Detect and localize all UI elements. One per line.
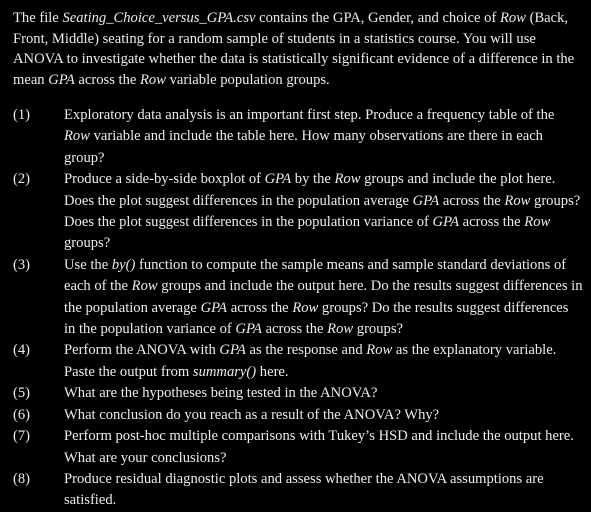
- text-run: contains the GPA, Gender, and choice of: [255, 10, 500, 26]
- question-text: [64, 385, 377, 401]
- italic-term: Row: [499, 10, 526, 26]
- question-number: (2): [13, 171, 31, 188]
- italic-term: Row: [64, 128, 90, 145]
- text-run: groups and include the output here. Do the results suggest differences in the population average: [64, 278, 583, 316]
- text-run: across the: [261, 321, 328, 338]
- question-number: (4): [13, 342, 31, 359]
- italic-term: Row: [131, 278, 158, 295]
- text-run: here.: [256, 363, 289, 380]
- text-run: function to compute the sample means and sample standard deviations of each of the: [64, 256, 567, 295]
- question-5: [13, 383, 583, 404]
- question-number: (1): [13, 107, 31, 123]
- text-run: What conclusion do you reach as a result of the ANOVA? Why?: [64, 406, 440, 423]
- italic-term: Seating_Choice_versus_GPA.csv: [62, 10, 256, 26]
- text-run: across the: [74, 71, 141, 88]
- text-run: (Back, Front, Middle) seating for a random sample of students in a statistics course. You will use ANOVA to investigate whether the data is statistically significant evidence of a difference in the mean: [13, 10, 575, 88]
- italic-term: Row: [334, 171, 361, 188]
- question-text: [64, 107, 554, 166]
- italic-term: Row: [504, 192, 531, 209]
- question-4: [13, 340, 583, 383]
- text-run: The file: [13, 10, 63, 26]
- italic-term: GPA: [200, 299, 228, 316]
- text-run: groups? Does the plot suggest differences in the population variance of: [64, 192, 581, 231]
- text-run: variable and include the table here. How many observations are there in each group?: [64, 128, 543, 166]
- question-text: [64, 171, 580, 251]
- question-text: [64, 407, 439, 423]
- question-text: [64, 342, 556, 379]
- italic-term: GPA: [235, 321, 262, 338]
- question-8: [13, 469, 583, 512]
- text-run: by the: [291, 171, 335, 188]
- question-number: (8): [13, 470, 31, 487]
- text-run: What are the hypotheses being tested in the ANOVA?: [64, 385, 378, 402]
- question-7: [13, 426, 583, 469]
- text-run: groups?: [64, 235, 111, 252]
- italic-term: GPA: [432, 214, 460, 231]
- italic-term: GPA: [219, 342, 246, 359]
- question-2: [13, 169, 583, 255]
- text-run: groups? Do the results suggest differences in the population variance of: [64, 299, 569, 338]
- text-run: across the: [227, 299, 293, 316]
- text-run: across the: [459, 214, 525, 231]
- question-text: [64, 428, 574, 465]
- italic-term: GPA: [412, 192, 440, 209]
- italic-term: summary(): [192, 363, 257, 380]
- text-run: groups and include the plot here. Does the plot suggest differences in the population average: [64, 171, 556, 209]
- text-run: Produce residual diagnostic plots and assess whether the ANOVA assumptions are satisfied.: [64, 470, 544, 509]
- question-number: (6): [13, 406, 31, 423]
- question-number: (7): [13, 428, 31, 445]
- question-6: [13, 405, 583, 426]
- question-list: [13, 105, 583, 512]
- text-run: variable population groups.: [165, 71, 330, 88]
- question-number: (5): [13, 385, 31, 402]
- question-3: [13, 255, 583, 341]
- italic-term: Row: [366, 342, 393, 359]
- text-run: across the: [439, 192, 505, 209]
- text-run: as the response and: [245, 342, 367, 359]
- text-run: as the explanatory variable. Paste the output from: [64, 342, 557, 380]
- italic-term: GPA: [48, 71, 75, 88]
- text-run: Perform post-hoc multiple comparisons with Tukey’s HSD and include the output here. What are your conclusions?: [64, 428, 574, 466]
- italic-term: Row: [292, 299, 319, 316]
- italic-term: Row: [140, 71, 166, 88]
- text-run: Use the: [64, 256, 112, 273]
- text-run: groups?: [353, 321, 403, 338]
- italic-term: by(): [111, 256, 136, 273]
- text-run: Perform the ANOVA with: [64, 342, 220, 359]
- question-number: (3): [13, 256, 31, 273]
- question-text: [64, 257, 583, 337]
- question-1: [13, 105, 583, 169]
- italic-term: Row: [524, 214, 551, 231]
- text-run: Produce a side-by-side boxplot of: [64, 171, 265, 188]
- italic-term: Row: [327, 321, 354, 338]
- intro-paragraph: [13, 8, 583, 90]
- text-run: Exploratory data analysis is an important first step. Produce a frequency table of the: [64, 107, 555, 123]
- italic-term: GPA: [264, 171, 292, 188]
